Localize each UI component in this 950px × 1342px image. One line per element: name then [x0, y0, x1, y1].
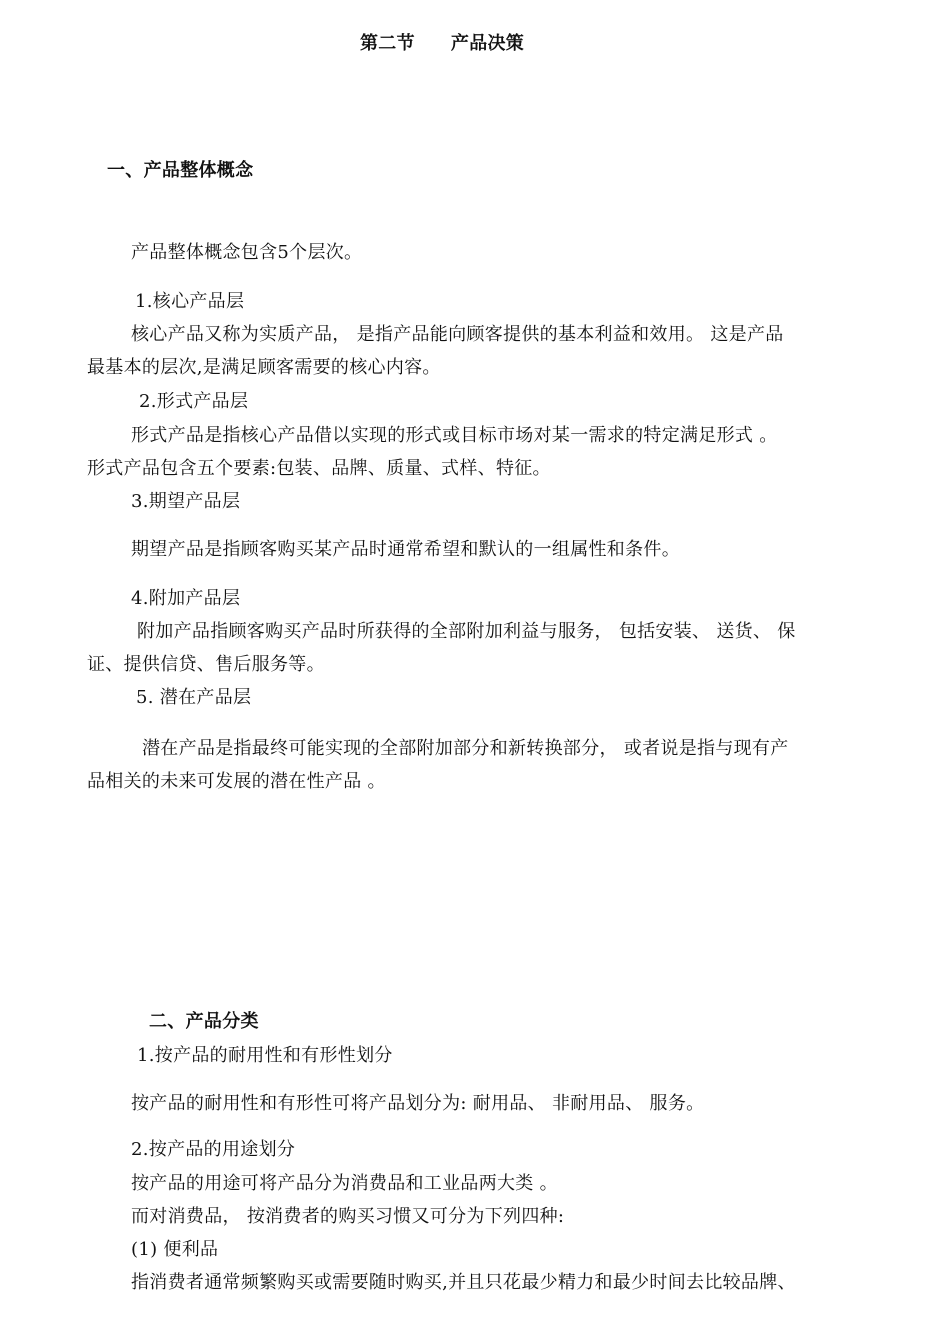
durability-text: 按产品的耐用性和有形性可将产品划分为: 耐用品、 非耐用品、 服务。 [131, 1093, 705, 1114]
expected-product-text: 期望产品是指顾客购买某产品时通常希望和默认的一组属性和条件。 [131, 539, 680, 560]
convenience-goods-label: (1) 便利品 [131, 1239, 219, 1260]
core-product-text-2: 最基本的层次,是满足顾客需要的核心内容。 [87, 357, 441, 378]
form-product-text-1: 形式产品是指核心产品借以实现的形式或目标市场对某一需求的特定满足形式 。 [131, 425, 778, 446]
augmented-product-text-2: 证、提供信贷、售后服务等。 [87, 654, 325, 675]
expected-product-label: 3.期望产品层 [131, 491, 241, 512]
augmented-product-label: 4.附加产品层 [131, 588, 241, 609]
section1-heading: 一、产品整体概念 [107, 160, 254, 181]
durability-label: 1.按产品的耐用性和有形性划分 [137, 1045, 393, 1066]
section2-heading: 二、产品分类 [149, 1011, 259, 1032]
potential-product-text-1: 潜在产品是指最终可能实现的全部附加部分和新转换部分， 或者说是指与现有产 [142, 738, 789, 759]
potential-product-text-2: 品相关的未来可发展的潜在性产品 。 [87, 771, 386, 792]
page-title-section-number: 第二节 [360, 33, 415, 54]
core-product-text-1: 核心产品又称为实质产品， 是指产品能向顾客提供的基本利益和效用。 这是产品 [131, 324, 784, 345]
section1-intro: 产品整体概念包含5个层次。 [131, 242, 363, 263]
augmented-product-text-1: 附加产品指顾客购买产品时所获得的全部附加利益与服务， 包括安装、 送货、 保 [137, 621, 796, 642]
page-title-text: 产品决策 [450, 33, 525, 54]
convenience-goods-text: 指消费者通常频繁购买或需要随时购买,并且只花最少精力和最少时间去比较品牌、 [131, 1272, 796, 1293]
page-title [360, 32, 524, 56]
usage-text-2: 而对消费品， 按消费者的购买习惯又可分为下列四种: [131, 1206, 565, 1227]
form-product-label: 2.形式产品层 [139, 391, 249, 412]
usage-label: 2.按产品的用途划分 [131, 1139, 296, 1160]
usage-text-1: 按产品的用途可将产品分为消费品和工业品两大类 。 [131, 1173, 558, 1194]
potential-product-label: 5. 潜在产品层 [136, 687, 252, 708]
core-product-label: 1.核心产品层 [135, 291, 245, 312]
form-product-text-2: 形式产品包含五个要素:包装、品牌、质量、式样、特征。 [87, 458, 551, 479]
